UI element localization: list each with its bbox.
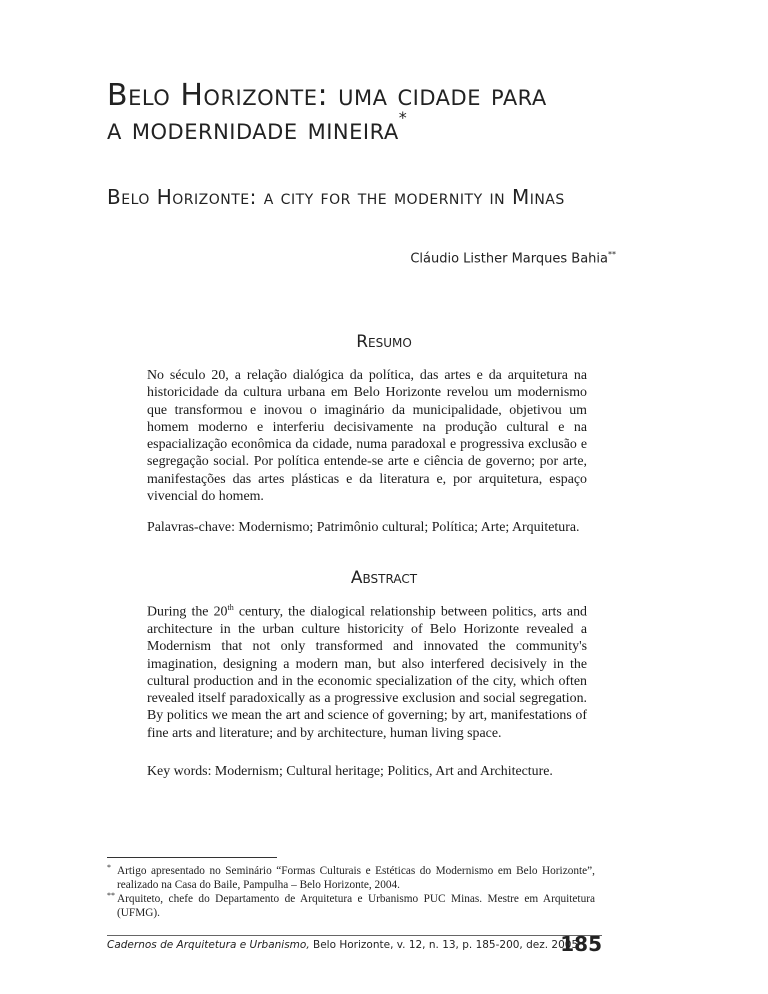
- article-title-line-2: [107, 108, 408, 147]
- abstract-keywords: [147, 763, 587, 780]
- article-subtitle: Belo Horizonte: a city for the modernity in Minas: [107, 185, 565, 209]
- footnote-1: [107, 864, 595, 892]
- abstract-text-rest: century, the dialogical relationship between politics, arts and architecture in the urban culture historicity of Belo Horizonte revealed a Modernism that not only transformed and innovated the community's imagination, designing a modern man, but also interfered decisively in the cultural production and in the economic specialization of the city, which often revealed itself paradoxically as a progressive exclusion and social segregation. By politics we mean the art and science of governing; by art, manifestations of fine arts and literature; and by architecture, human living space.: [147, 604, 587, 741]
- resumo-keywords: [147, 519, 587, 536]
- article-title-line-2-text: a modernidade mineira: [107, 112, 399, 147]
- abstract-keywords-label: Key words:: [147, 764, 212, 779]
- author-footnote-marker: **: [608, 250, 616, 259]
- title-footnote-marker: *: [398, 108, 408, 127]
- footnote-2: [107, 892, 595, 920]
- resumo-keywords-text: Modernismo; Patrimônio cultural; Política; Arte; Arquitetura.: [238, 520, 580, 535]
- journal-name: Cadernos de Arquitetura e Urbanismo,: [107, 939, 310, 951]
- footnote-1-text: Artigo apresentado no Seminário “Formas Culturais e Estéticas do Modernismo em Belo Horizonte”, realizado na Casa do Baile, Pampulha – Belo Horizonte, 2004.: [117, 865, 595, 891]
- abstract-paragraph: [147, 599, 587, 742]
- footnote-1-marker: *: [107, 863, 111, 872]
- abstract-superscript: th: [227, 603, 234, 612]
- abstract-heading: Abstract: [350, 568, 418, 588]
- footnote-2-text: Arquiteto, chefe do Departamento de Arquitetura e Urbanismo PUC Minas. Mestre em Arquitetura (UFMG).: [117, 893, 595, 919]
- footnote-divider: [107, 857, 277, 858]
- abstract-text-start: During the 20: [147, 604, 228, 620]
- page-number: 185: [560, 932, 602, 956]
- footnote-2-marker: **: [107, 891, 115, 900]
- article-title-line-1: Belo Horizonte: uma cidade para: [107, 78, 547, 113]
- abstract-keywords-text: Modernism; Cultural heritage; Politics, Art and Architecture.: [214, 764, 553, 779]
- resumo-keywords-label: Palavras-chave:: [147, 520, 235, 535]
- author-name: Cláudio Listher Marques Bahia: [410, 251, 608, 267]
- running-footer: [107, 939, 578, 951]
- author-line: [410, 250, 616, 266]
- resumo-heading: Resumo: [356, 332, 412, 352]
- resumo-paragraph: No século 20, a relação dialógica da política, das artes e da arquitetura na historicidade da cultura urbana em Belo Horizonte revelou um modernismo que transformou e inovou o imaginário da municipalidade, objetivou um homem moderno e interferiu decisivamente na produção cultural e na espacialização econômica da cidade, numa paradoxal e progressiva exclusão e segregação social. Por política entende-se arte e ciência de governo; por arte, manifestações das artes plásticas e da literatura e, por arquitetura, espaço vivencial do homem.: [147, 368, 587, 505]
- citation-details: Belo Horizonte, v. 12, n. 13, p. 185-200, dez. 2005: [309, 939, 579, 951]
- footer-divider: [107, 935, 602, 936]
